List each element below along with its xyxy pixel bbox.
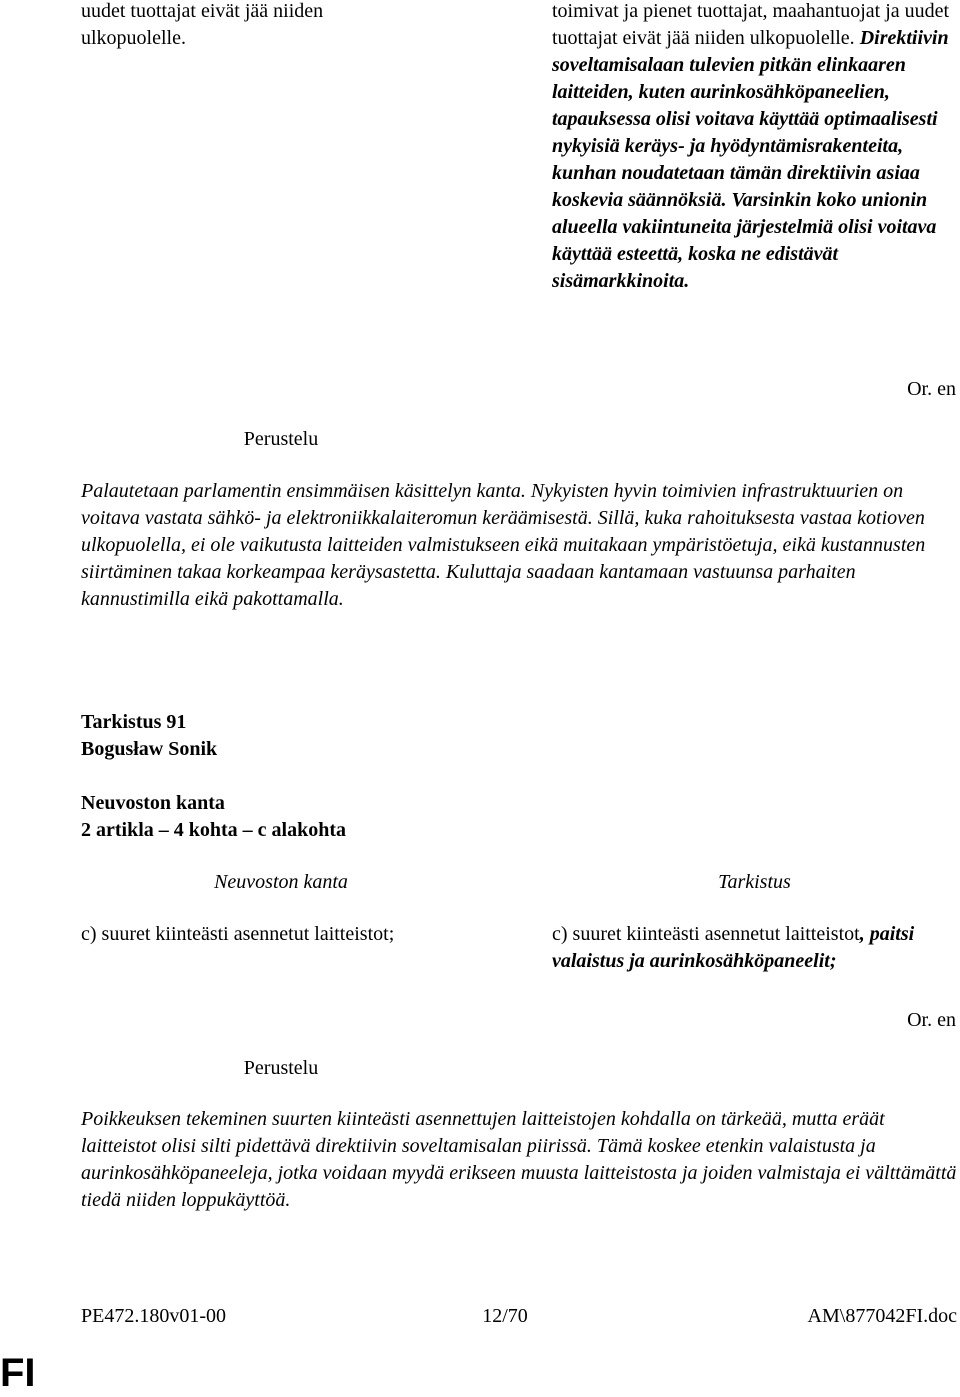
amendment-author: Bogusław Sonik [81, 738, 218, 760]
right-cell-amended: , paitsi valaistus ja aurinkosähköpaneelit; [552, 923, 915, 972]
table-header-left: Neuvoston kanta [214, 871, 348, 893]
justification-heading-2: Perustelu [243, 1057, 319, 1079]
right-column-plain-text: toimivat ja pienet tuottajat, maahantuojat ja uudet tuottajat eivät jää niiden ulkopuolelle. [552, 0, 950, 49]
amendment-header [81, 709, 681, 763]
right-column-amended-text: Direktiivin soveltamisalaan tulevien pitkän elinkaaren laitteiden, kuten aurinkosähköpaneelien, tapauksessa olisi voitava käyttää optimaalisesti nykyisiä keräys- ja hyödyntämisrakenteita, kunhan noudatetaan tämän direktiivin asiaa koskevia säännöksiä. Varsinkin koko unionin alueella vakiintuneita järjestelmiä olisi voitava käyttää esteettä, koska ne edistävät sisämarkkinoita. [552, 27, 949, 292]
table-cell-left: c) suuret kiinteästi asennetut laitteistot; [81, 923, 395, 945]
footer-file-name: AM\877042FI.doc [807, 1305, 957, 1327]
footer-doc-ref: PE472.180v01-00 [81, 1305, 226, 1327]
previous-left-column-text [81, 0, 381, 52]
left-column-text: uudet tuottajat eivät jää niiden ulkopuolelle. [81, 0, 324, 49]
table-cell-right [552, 921, 957, 975]
footer-language-code: FI [0, 1351, 36, 1395]
original-language-label: Or. en [907, 378, 956, 400]
right-cell-plain: c) suuret kiinteästi asennetut laitteistot [552, 923, 860, 945]
previous-right-column-text [552, 0, 957, 295]
amendment-number: Tarkistus 91 [81, 711, 187, 733]
justification-text: Palautetaan parlamentin ensimmäisen käsittelyn kanta. Nykyisten hyvin toimivien infrastruktuurien on voitava vastata sähkö- ja elektroniikkalaiteromun keräämisestä. Sillä, kuka rahoituksesta vastaa kotioven ulkopuolella, ei ole vaikutusta laitteiden valmistukseen eikä muitakaan ympäristöetuja, eikä kustannusten siirtäminen takaa korkeampaa keräysastetta. Kuluttaja saadaan kantamaan vastuunsa parhaiten kannustimilla eikä pakottamalla. [81, 480, 926, 610]
reference-article: 2 artikla – 4 kohta – c alakohta [81, 819, 347, 841]
justification-text-2: Poikkeuksen tekeminen suurten kiinteästi asennettujen laitteistojen kohdalla on tärkeää, mutta eräät laitteistot olisi silti pidettävä direktiivin soveltamisalan piirissä. Tämä koskee etenkin valaistusta ja aurinkosähköpaneeleja, jotka voidaan myydä erikseen muusta laitteistosta ja joiden valmistaja ei välttämättä tiedä niiden loppukäyttöä. [81, 1108, 957, 1211]
original-language-label-2: Or. en [907, 1009, 956, 1031]
amendment-reference [81, 790, 681, 844]
footer-page-number: 12/70 [482, 1305, 528, 1327]
table-header-right: Tarkistus [718, 871, 791, 893]
reference-text: Neuvoston kanta [81, 792, 225, 814]
justification-heading: Perustelu [243, 428, 319, 450]
